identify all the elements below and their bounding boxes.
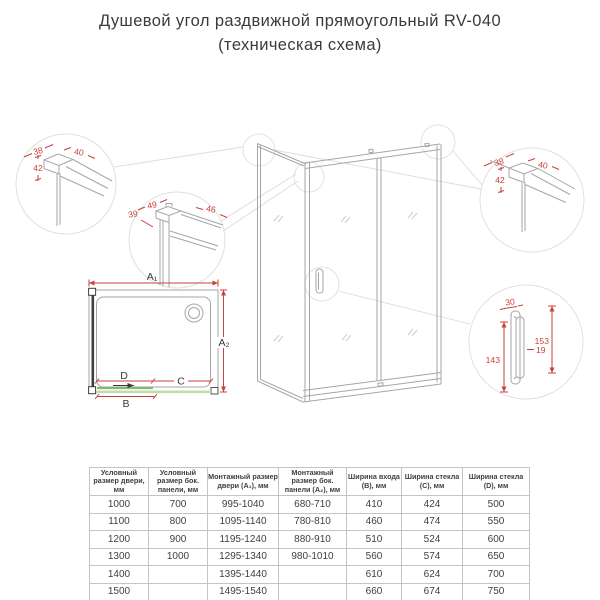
- dim-label: 143: [485, 355, 500, 365]
- size-table-body: [90, 496, 530, 600]
- drain-circle: [185, 304, 203, 322]
- size-table: [89, 467, 530, 600]
- dim-label: 39: [127, 208, 139, 220]
- table-cell: 1100: [90, 513, 149, 531]
- col-header-glass-d: Ширина стекла (D), мм: [463, 468, 530, 496]
- table-cell: 980-1010: [279, 548, 347, 566]
- table-cell: 1095-1140: [208, 513, 279, 531]
- plan-view: [89, 271, 233, 410]
- table-cell: 750: [463, 583, 530, 600]
- table-cell: 424: [402, 496, 463, 514]
- col-header-panel-mount: Монтажный размер бок. панели (A₂), мм: [279, 468, 347, 496]
- wall-profile-right: [211, 388, 218, 395]
- plan-label-d: D: [120, 370, 128, 382]
- plan-label-b: B: [122, 398, 130, 410]
- table-cell: 680-710: [279, 496, 347, 514]
- wall-profile-top: [89, 288, 96, 295]
- drain-circle-inner: [189, 308, 200, 319]
- table-cell: 410: [347, 496, 402, 514]
- table-cell: 500: [463, 496, 530, 514]
- table-cell: 510: [347, 531, 402, 549]
- glass-reflections: [274, 212, 417, 342]
- table-cell: 900: [149, 531, 208, 549]
- table-cell: 1000: [149, 548, 208, 566]
- plan-label-a1: A₁: [146, 271, 158, 283]
- table-cell: 780-810: [279, 513, 347, 531]
- dim-label: 153: [534, 336, 549, 346]
- table-row: [90, 531, 530, 549]
- col-header-door-mount: Монтажный размер двери (A₁), мм: [208, 468, 279, 496]
- dim-label: 46: [205, 203, 217, 215]
- table-cell: 1300: [90, 548, 149, 566]
- table-cell: 660: [347, 583, 402, 600]
- door-handle: [316, 269, 323, 293]
- table-cell: 800: [149, 513, 208, 531]
- isometric-view: [258, 143, 442, 402]
- table-cell: 560: [347, 548, 402, 566]
- table-cell: 700: [149, 496, 208, 514]
- table-cell: [279, 566, 347, 584]
- table-cell: 624: [402, 566, 463, 584]
- table-row: [90, 583, 530, 600]
- col-header-panel-size: Условный размер бок. панели, мм: [149, 468, 208, 496]
- table-cell: 700: [463, 566, 530, 584]
- col-header-entry-width: Ширина входа (B), мм: [347, 468, 402, 496]
- detail-top-left-profile: [16, 134, 116, 234]
- dim-label: 42: [33, 163, 43, 173]
- table-row: [90, 496, 530, 514]
- table-cell: 600: [463, 531, 530, 549]
- table-cell: 995-1040: [208, 496, 279, 514]
- table-cell: 1495-1540: [208, 583, 279, 600]
- dim-label: 40: [73, 146, 85, 158]
- wall-profile-bottom: [89, 387, 96, 394]
- table-cell: 524: [402, 531, 463, 549]
- dim-label: 42: [495, 175, 505, 185]
- marker-door-top-right: [421, 125, 455, 159]
- table-cell: 1195-1240: [208, 531, 279, 549]
- table-cell: 650: [463, 548, 530, 566]
- table-cell: [149, 583, 208, 600]
- plan-label-c: C: [177, 375, 185, 388]
- detail-handle: [469, 285, 583, 399]
- col-header-door-size: Условный размер двери, мм: [90, 468, 149, 496]
- dim-label: 38: [493, 156, 505, 168]
- table-cell: 610: [347, 566, 402, 584]
- detail-wall-profile: [127, 192, 227, 288]
- table-cell: 474: [402, 513, 463, 531]
- table-cell: 574: [402, 548, 463, 566]
- dim-label: 40: [537, 159, 549, 171]
- table-cell: 1400: [90, 566, 149, 584]
- table-cell: [279, 583, 347, 600]
- detail-top-right-profile: [480, 148, 584, 252]
- table-cell: 1500: [90, 583, 149, 600]
- table-row: [90, 548, 530, 566]
- table-cell: 1295-1340: [208, 548, 279, 566]
- dim-label: 30: [504, 296, 516, 308]
- marker-door-handle: [305, 267, 339, 301]
- dim-label: 49: [146, 199, 158, 211]
- size-table-header: [90, 468, 530, 496]
- table-cell: 1000: [90, 496, 149, 514]
- page-title-line2: (техническая схема): [218, 36, 382, 54]
- table-row: [90, 566, 530, 584]
- dim-label: 38: [32, 145, 44, 157]
- plan-label-a2: A₂: [218, 337, 230, 349]
- table-cell: 550: [463, 513, 530, 531]
- page-title-line1: Душевой угол раздвижной прямоугольный RV-040: [98, 12, 502, 30]
- table-cell: [149, 566, 208, 584]
- col-header-glass-c: Ширина стекла (C), мм: [402, 468, 463, 496]
- table-cell: 880-910: [279, 531, 347, 549]
- dim-label: 19: [536, 345, 546, 355]
- table-cell: 1200: [90, 531, 149, 549]
- table-cell: 1395-1440: [208, 566, 279, 584]
- table-cell: 460: [347, 513, 402, 531]
- table-cell: 674: [402, 583, 463, 600]
- marker-side-panel-top: [243, 134, 275, 166]
- table-row: [90, 513, 530, 531]
